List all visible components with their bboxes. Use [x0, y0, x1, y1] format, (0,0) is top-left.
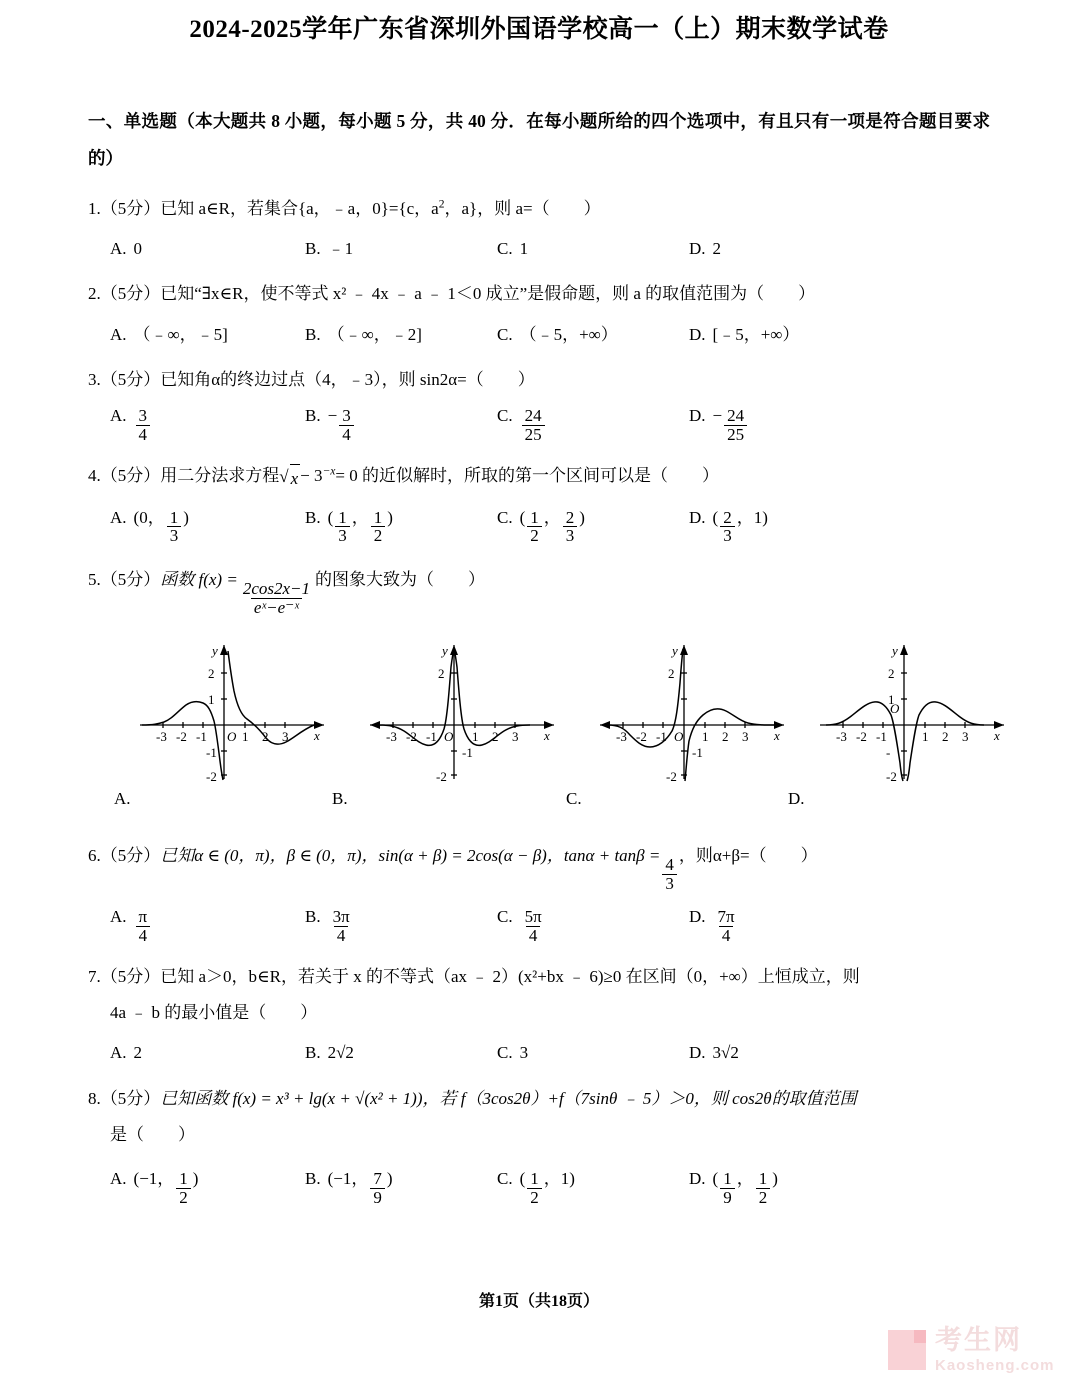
question-8 — [88, 1086, 990, 1207]
svg-text:-3: -3 — [156, 728, 167, 744]
question-1 — [88, 196, 990, 263]
question-6-marks: （5分） — [100, 845, 161, 865]
svg-text:x: x — [994, 727, 1000, 743]
question-5-marks: （5分） — [100, 569, 161, 589]
page-footer — [0, 1288, 1078, 1311]
question-6-stem — [88, 843, 990, 893]
svg-text:3: 3 — [742, 728, 749, 744]
option-1-a[interactable]: A. 0 — [110, 239, 143, 259]
watermark — [888, 1327, 1055, 1373]
svg-text:-2: -2 — [206, 768, 217, 783]
graph-option-d — [808, 633, 1023, 788]
question-6-text-b: ，则α+β=（ ） — [678, 845, 818, 865]
question-7-number: 7. — [88, 966, 101, 986]
option-8-a[interactable]: A. (−1， $\frac{1}{2}$ ) — [110, 1169, 199, 1207]
question-2-stem — [88, 281, 990, 307]
kaosheng-logo-icon — [888, 1330, 926, 1370]
option-5-d[interactable]: D. — [788, 788, 805, 808]
footer-total-pages: 18 — [551, 1293, 567, 1310]
option-4-b[interactable]: B. ( $\frac{1}{3}$ ， $\frac{1}{2}$ ) — [305, 507, 393, 546]
question-7 — [88, 964, 990, 1067]
question-6 — [88, 843, 990, 945]
question-1-number: 1. — [88, 198, 101, 218]
svg-text:2: 2 — [208, 665, 215, 681]
question-7-stem-line1 — [88, 964, 990, 990]
svg-text:1: 1 — [208, 691, 215, 707]
option-6-a[interactable]: A. $\frac{\pi}{4}$ — [110, 904, 305, 944]
option-6-b[interactable]: B. $\frac{3\pi}{4}$ — [305, 907, 350, 945]
option-4-a[interactable]: A. (0， $\frac{1}{3}$ ) — [110, 507, 189, 546]
question-8-options — [88, 1166, 990, 1206]
svg-text:O: O — [890, 700, 900, 716]
svg-text:y: y — [212, 642, 218, 658]
question-6-number: 6. — [88, 845, 101, 865]
svg-text:2: 2 — [668, 665, 675, 681]
svg-text:2: 2 — [492, 728, 499, 744]
watermark-en: Kaosheng.com — [935, 1357, 1055, 1374]
option-4-c[interactable]: C. ( $\frac{1}{2}$ ， $\frac{2}{3}$ ) — [497, 507, 585, 546]
option-7-b[interactable]: B. 2√2 — [305, 1043, 354, 1063]
option-2-a[interactable]: A. （﹣∞，﹣5] — [110, 324, 228, 344]
svg-text:-2: -2 — [666, 768, 677, 783]
watermark-cn: 考生网 — [935, 1325, 1022, 1355]
svg-text:-1: -1 — [206, 744, 217, 760]
svg-text:-1: -1 — [426, 728, 437, 744]
option-7-a[interactable]: A. 2 — [110, 1043, 143, 1063]
question-2-marks: （5分） — [100, 284, 161, 304]
question-2-options — [88, 322, 990, 348]
question-5-stem — [88, 567, 990, 617]
svg-text:3: 3 — [962, 728, 969, 744]
question-3-stem — [88, 367, 990, 393]
question-6-text-a: 已知α ∈ (0，π)，β ∈ (0，π)，sin(α + β) = 2cos(α − β)，tanα + tanβ = — [160, 845, 661, 865]
option-3-c[interactable]: C. $\frac{24}{25}$ — [497, 403, 689, 443]
question-3-number: 3. — [88, 370, 101, 390]
svg-text:-3: -3 — [386, 728, 397, 744]
question-7-options — [88, 1040, 990, 1066]
svg-text:2: 2 — [722, 728, 729, 744]
svg-text:-2: -2 — [436, 768, 447, 783]
page-title: 2024-2025学年广东省深圳外国语学校高一（上）期末数学试卷 — [189, 16, 889, 43]
question-3-options — [88, 403, 990, 443]
question-4-exp: −x — [322, 464, 336, 478]
sqrt-icon: √ x — [279, 464, 300, 492]
question-5-text-a: 函数 f(x) = — [160, 569, 238, 589]
question-1-text-b: ，a}，则 a=（ ） — [444, 198, 601, 218]
option-7-c[interactable]: C. 3 — [497, 1043, 529, 1063]
svg-text:y: y — [892, 642, 898, 658]
watermark-text — [935, 1327, 1055, 1373]
question-8-stem-line2: 是（ ） — [110, 1124, 195, 1144]
graph-option-c — [588, 633, 803, 788]
option-1-c[interactable]: C. 1 — [497, 239, 529, 259]
svg-text:-1: -1 — [462, 744, 473, 760]
question-2-text: 已知“∃x∈R，使不等式 x² ﹣ 4x ﹣ a ﹣ 1＜0 成立”是假命题，则 a 的取值范围为（ ） — [160, 284, 816, 304]
option-2-d[interactable]: D. [﹣5，+∞） — [689, 324, 800, 344]
question-6-fraction: $\frac{4}{3}$ — [662, 856, 677, 892]
svg-text:3: 3 — [512, 728, 519, 744]
svg-text:1: 1 — [242, 728, 249, 744]
svg-text:1: 1 — [888, 691, 895, 707]
question-7-stem-line2: 4a ﹣ b 的最小值是（ ） — [110, 1002, 318, 1022]
svg-text:x: x — [314, 727, 320, 743]
question-6-options — [88, 904, 990, 944]
svg-text:1: 1 — [922, 728, 929, 744]
footer-mid: 页（共 — [502, 1293, 551, 1310]
question-4-stem — [88, 463, 990, 493]
option-5-c[interactable]: C. — [566, 788, 582, 808]
option-7-d[interactable]: D. 3√2 — [689, 1043, 739, 1063]
svg-text:-3: -3 — [616, 728, 627, 744]
question-2-number: 2. — [88, 284, 101, 304]
question-1-text-a: 已知 a∈R，若集合{a，﹣a，0}={c，a — [160, 198, 439, 218]
graph-option-b — [358, 633, 573, 788]
svg-text:-2: -2 — [176, 728, 187, 744]
question-5-graphs — [88, 633, 1000, 785]
question-1-options — [88, 236, 990, 262]
option-3-d[interactable]: D. − $\frac{24}{25}$ — [689, 403, 749, 443]
svg-text:1: 1 — [702, 728, 709, 744]
option-8-d[interactable]: D. ( $\frac{1}{9}$ ， $\frac{1}{2}$ ) — [689, 1169, 778, 1207]
svg-text:O: O — [674, 728, 684, 744]
question-8-text-1: 已知函数 f(x) = x³ + lg(x + √(x² + 1))，若 f（3cos2θ）+f（7sinθ ﹣ 5）＞0，则 cos2θ的取值范围 — [160, 1088, 857, 1108]
question-2 — [88, 281, 990, 348]
option-2-c[interactable]: C. （﹣5，+∞） — [497, 324, 618, 344]
question-8-number: 8. — [88, 1088, 101, 1108]
svg-text:-2: -2 — [886, 768, 897, 783]
option-8-b[interactable]: B. (−1， $\frac{7}{9}$ ) — [305, 1169, 393, 1207]
question-3 — [88, 367, 990, 444]
svg-text:y: y — [672, 642, 678, 658]
svg-text:-2: -2 — [636, 728, 647, 744]
question-5 — [88, 567, 990, 617]
svg-text:-: - — [886, 744, 891, 760]
svg-text:y: y — [442, 642, 448, 658]
question-5-text-b: 的图象大致为（ ） — [315, 569, 485, 589]
question-4-text-c: − 3 — [300, 465, 323, 485]
question-8-stem-line1 — [88, 1086, 990, 1112]
option-8-c[interactable]: C. ( $\frac{1}{2}$ ，1 ) — [497, 1169, 575, 1207]
svg-text:-1: -1 — [196, 728, 207, 744]
svg-text:O: O — [227, 728, 237, 744]
question-1-exp: 2 — [438, 197, 445, 211]
question-7-marks: （5分） — [100, 966, 161, 986]
question-4-number: 4. — [88, 465, 101, 485]
svg-text:x: x — [544, 727, 550, 743]
svg-text:-2: -2 — [406, 728, 417, 744]
question-5-option-labels — [88, 789, 990, 819]
question-3-marks: （5分） — [100, 370, 161, 390]
question-4-marks: （5分） — [100, 465, 161, 485]
question-4-text-a: 用二分法求方程 — [160, 465, 280, 485]
svg-text:2: 2 — [888, 665, 895, 681]
question-5-fraction: $\frac{2\cos 2x-1}{\text{eˣ−e⁻ˣ}}$ — [242, 579, 310, 617]
option-3-a[interactable]: A. $\frac{3}{4}$ — [110, 403, 305, 443]
svg-text:x: x — [774, 727, 780, 743]
svg-text:1: 1 — [472, 728, 479, 744]
question-3-text: 已知角α的终边过点（4，﹣3），则 sin2α=（ ） — [160, 370, 535, 390]
option-1-b[interactable]: B. ﹣1 — [305, 239, 354, 259]
svg-text:-1: -1 — [876, 728, 887, 744]
question-1-stem — [88, 196, 990, 222]
question-5-number: 5. — [88, 569, 101, 589]
question-7-text-1: 已知 a＞0，b∈R，若关于 x 的不等式（ax ﹣ 2）(x²+bx ﹣ 6)≥0 在区间（0，+∞）上恒成立，则 — [160, 966, 860, 986]
svg-text:2: 2 — [942, 728, 949, 744]
svg-text:2: 2 — [438, 665, 445, 681]
option-2-b[interactable]: B. （﹣∞，﹣2] — [305, 324, 422, 344]
graph-option-a — [128, 633, 343, 788]
footer-prefix: 第 — [478, 1293, 495, 1310]
question-4 — [88, 463, 990, 545]
question-8-marks: （5分） — [100, 1088, 161, 1108]
svg-text:-1: -1 — [656, 728, 667, 744]
question-1-marks: （5分） — [100, 198, 161, 218]
question-4-options — [88, 505, 990, 545]
option-4-d[interactable]: D. ( $\frac{2}{3}$ ，1 ) — [689, 507, 768, 546]
svg-text:-2: -2 — [856, 728, 867, 744]
option-6-d[interactable]: D. $\frac{7\pi}{4}$ — [689, 907, 735, 945]
option-5-b[interactable]: B. — [332, 788, 348, 808]
section-heading: 一、单选题（本大题共 8 小题，每小题 5 分，共 40 分．在每小题所给的四个选项中，有且只有一项是符合题目要求的） — [88, 111, 990, 168]
option-5-a[interactable]: A. — [114, 788, 131, 808]
svg-text:-1: -1 — [692, 744, 703, 760]
svg-text:O: O — [444, 728, 454, 744]
question-4-text-e: = 0 的近似解时，所取的第一个区间可以是（ ） — [335, 465, 719, 485]
footer-suffix: 页） — [567, 1293, 600, 1310]
option-3-b[interactable]: B. − $\frac{3}{4}$ — [305, 403, 497, 443]
svg-text:2: 2 — [262, 728, 269, 744]
svg-text:3: 3 — [282, 728, 289, 744]
svg-text:-3: -3 — [836, 728, 847, 744]
footer-page-number: 1 — [494, 1293, 503, 1310]
option-6-c[interactable]: C. $\frac{5\pi}{4}$ — [497, 907, 542, 945]
option-1-d[interactable]: D. 2 — [689, 239, 722, 259]
